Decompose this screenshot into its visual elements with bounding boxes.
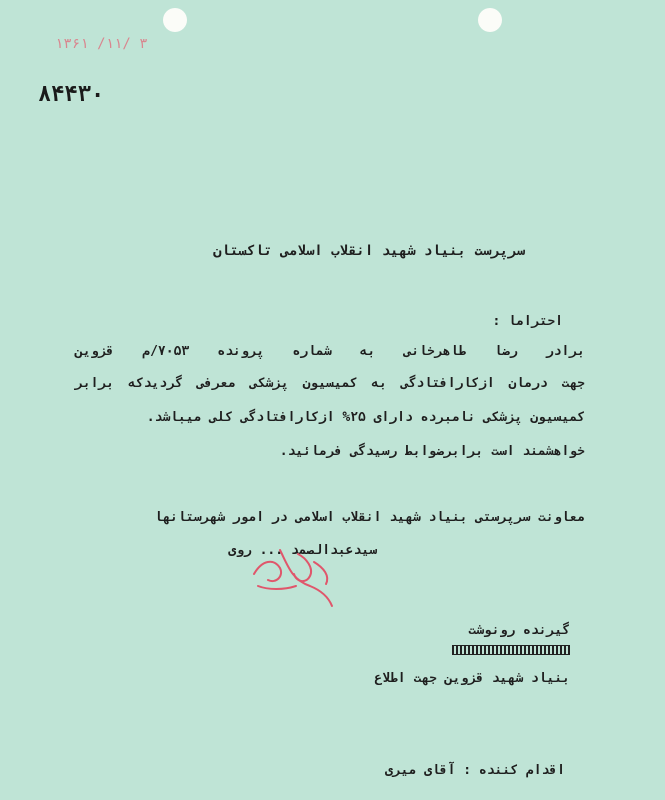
cc-heading: گیرنده رونوشت (468, 623, 570, 638)
salutation: احتراما : (492, 314, 563, 329)
signature-title: معاونت سرپرستی بنیاد شهید انقلاب اسلامی در امور شهرستانها (154, 510, 585, 525)
body-line-3: کمیسیون پزشکی نامبرده دارای ۲۵% ازکارافتادگی کلی میباشد. (146, 410, 585, 425)
handwritten-signature-icon (240, 540, 350, 610)
document-number: ۸۴۴۳۰ (38, 82, 105, 107)
body-line-2: جهت درمان ازکارافتادگی به کمیسیون پزشکی معرفی گردیدکه برابر (75, 376, 585, 391)
cc-underline (452, 645, 570, 655)
body-line-1: برادر رضا طاهرخانی به شماره پرونده ۷۰۵۳/م قزوین (75, 344, 585, 359)
punch-hole-right (478, 8, 502, 32)
action-by: اقدام کننده : آقای میری (384, 763, 565, 778)
cc-recipient: بنیاد شهید قزوین جهت اطلاع (374, 671, 570, 686)
body-line-4: خواهشمند است برابرضوابط رسیدگی فرمائید. (279, 444, 585, 459)
punch-hole-left (163, 8, 187, 32)
signature-name: سیدعبدالصمد ... روی (228, 543, 377, 558)
date-stamp: ۱۳۶۱ /۱۱/ ۳ (55, 36, 148, 52)
addressee: سرپرست بنیاد شهید انقلاب اسلامی تاکستان (213, 243, 525, 259)
